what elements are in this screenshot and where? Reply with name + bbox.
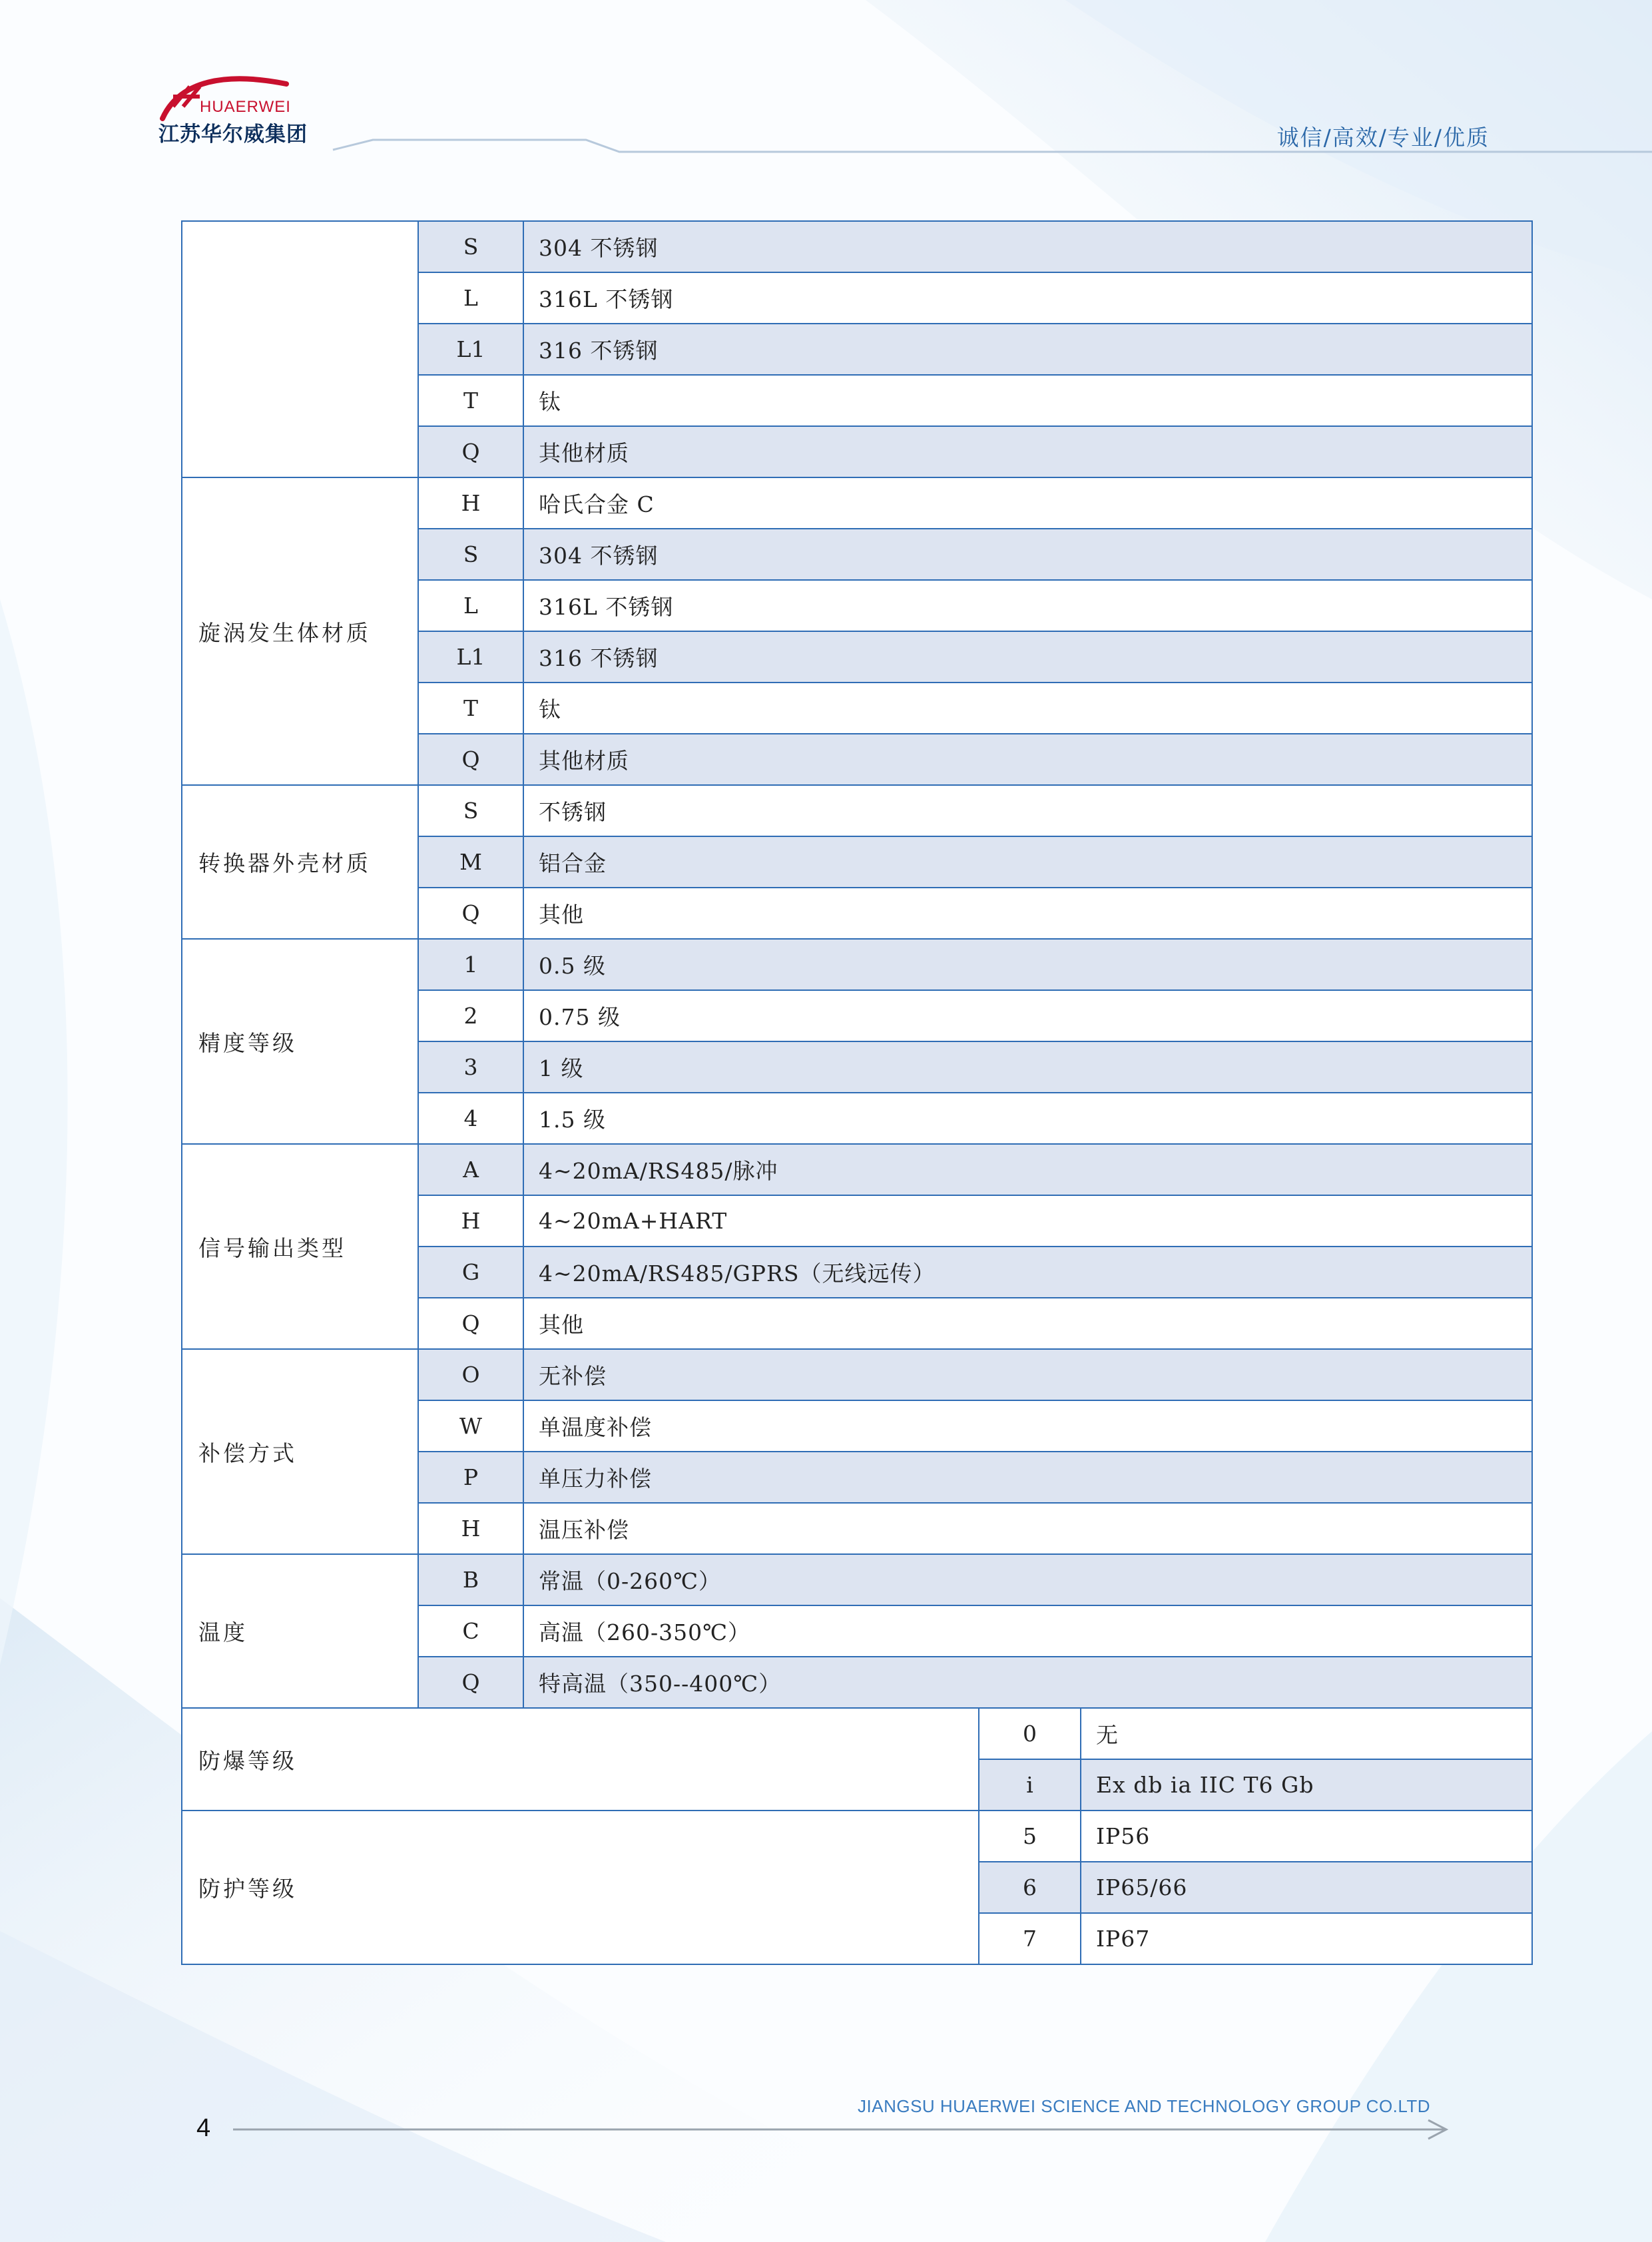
table-row (182, 1144, 1532, 1195)
option-code: 1 (418, 939, 523, 990)
option-desc: Ex db ia IIC T6 Gb (1081, 1759, 1532, 1811)
category-label: 温度 (182, 1554, 418, 1708)
header-slogan: 诚信/高效/专业/优质 (1276, 125, 1490, 150)
category-label: 信号输出类型 (182, 1144, 418, 1349)
option-desc: 常温（0-260℃） (523, 1554, 1532, 1605)
option-desc: 1.5 级 (523, 1093, 1532, 1144)
option-desc: 316 不锈钢 (523, 324, 1532, 375)
option-desc: 单压力补偿 (523, 1452, 1532, 1503)
option-desc: 其他材质 (523, 426, 1532, 477)
option-code: W (418, 1400, 523, 1452)
option-code: Q (418, 888, 523, 939)
option-desc: 316L 不锈钢 (523, 580, 1532, 631)
option-desc: IP67 (1081, 1913, 1532, 1964)
option-desc: 钛 (523, 683, 1532, 734)
option-desc: 4~20mA/RS485/脉冲 (523, 1144, 1532, 1195)
option-code: B (418, 1554, 523, 1605)
option-desc: 304 不锈钢 (523, 529, 1532, 580)
option-desc: 其他材质 (523, 734, 1532, 785)
category-label: 转换器外壳材质 (182, 785, 418, 939)
option-code: 4 (418, 1093, 523, 1144)
option-code: S (418, 529, 523, 580)
page-number: 4 (196, 2114, 211, 2142)
table-row (182, 1349, 1532, 1400)
option-desc: 316L 不锈钢 (523, 272, 1532, 324)
option-desc: 特高温（350--400℃） (523, 1657, 1532, 1708)
option-code: Q (418, 734, 523, 785)
option-desc: 铝合金 (523, 836, 1532, 888)
option-code: T (418, 683, 523, 734)
table-row (182, 939, 1532, 990)
option-code: 5 (979, 1811, 1081, 1862)
footer-company-name: JIANGSU HUAERWEI SCIENCE AND TECHNOLOGY GROUP CO.LTD (858, 2096, 1431, 2116)
option-desc: 不锈钢 (523, 785, 1532, 836)
option-code: L (418, 580, 523, 631)
option-code: 0 (979, 1708, 1081, 1759)
option-desc: 哈氏合金 C (523, 477, 1532, 529)
spec-table (181, 220, 1533, 1965)
option-code: P (418, 1452, 523, 1503)
option-desc: 1 级 (523, 1041, 1532, 1093)
option-desc: 无 (1081, 1708, 1532, 1759)
option-code: S (418, 785, 523, 836)
option-desc: 温压补偿 (523, 1503, 1532, 1554)
option-code: 7 (979, 1913, 1081, 1964)
option-code: L1 (418, 324, 523, 375)
option-desc: 其他 (523, 888, 1532, 939)
option-code: O (418, 1349, 523, 1400)
option-code: H (418, 477, 523, 529)
option-code: 3 (418, 1041, 523, 1093)
option-desc: 单温度补偿 (523, 1400, 1532, 1452)
option-desc: 0.5 级 (523, 939, 1532, 990)
category-label: 防爆等级 (182, 1708, 979, 1811)
category-label: 旋涡发生体材质 (182, 477, 418, 785)
option-code: L (418, 272, 523, 324)
option-code: C (418, 1605, 523, 1657)
option-desc: 0.75 级 (523, 990, 1532, 1041)
logo-english-text: HUAERWEI (200, 98, 291, 116)
option-code: M (418, 836, 523, 888)
table-row (182, 785, 1532, 836)
category-label: 防护等级 (182, 1811, 979, 1964)
option-desc: 钛 (523, 375, 1532, 426)
table-row (182, 1811, 1532, 1862)
option-code: H (418, 1503, 523, 1554)
option-code: S (418, 221, 523, 272)
logo-chinese-text: 江苏华尔威集团 (158, 123, 308, 146)
option-code: Q (418, 1298, 523, 1349)
option-code: T (418, 375, 523, 426)
option-desc: 304 不锈钢 (523, 221, 1532, 272)
option-code: i (979, 1759, 1081, 1811)
option-desc: 无补偿 (523, 1349, 1532, 1400)
table-row (182, 1708, 1532, 1759)
option-code: G (418, 1247, 523, 1298)
table-row (182, 221, 1532, 272)
option-code: L1 (418, 631, 523, 683)
option-code: Q (418, 1657, 523, 1708)
category-label: 精度等级 (182, 939, 418, 1144)
table-row (182, 1554, 1532, 1605)
table-row (182, 477, 1532, 529)
option-desc: 其他 (523, 1298, 1532, 1349)
category-label: 补偿方式 (182, 1349, 418, 1554)
option-code: H (418, 1195, 523, 1247)
option-desc: 4~20mA/RS485/GPRS（无线远传） (523, 1247, 1532, 1298)
option-code: 2 (418, 990, 523, 1041)
option-desc: IP56 (1081, 1811, 1532, 1862)
option-desc: IP65/66 (1081, 1862, 1532, 1913)
option-desc: 316 不锈钢 (523, 631, 1532, 683)
option-code: Q (418, 426, 523, 477)
option-desc: 4~20mA+HART (523, 1195, 1532, 1247)
category-cell-material (182, 221, 418, 477)
option-code: 6 (979, 1862, 1081, 1913)
option-code: A (418, 1144, 523, 1195)
option-desc: 高温（260-350℃） (523, 1605, 1532, 1657)
